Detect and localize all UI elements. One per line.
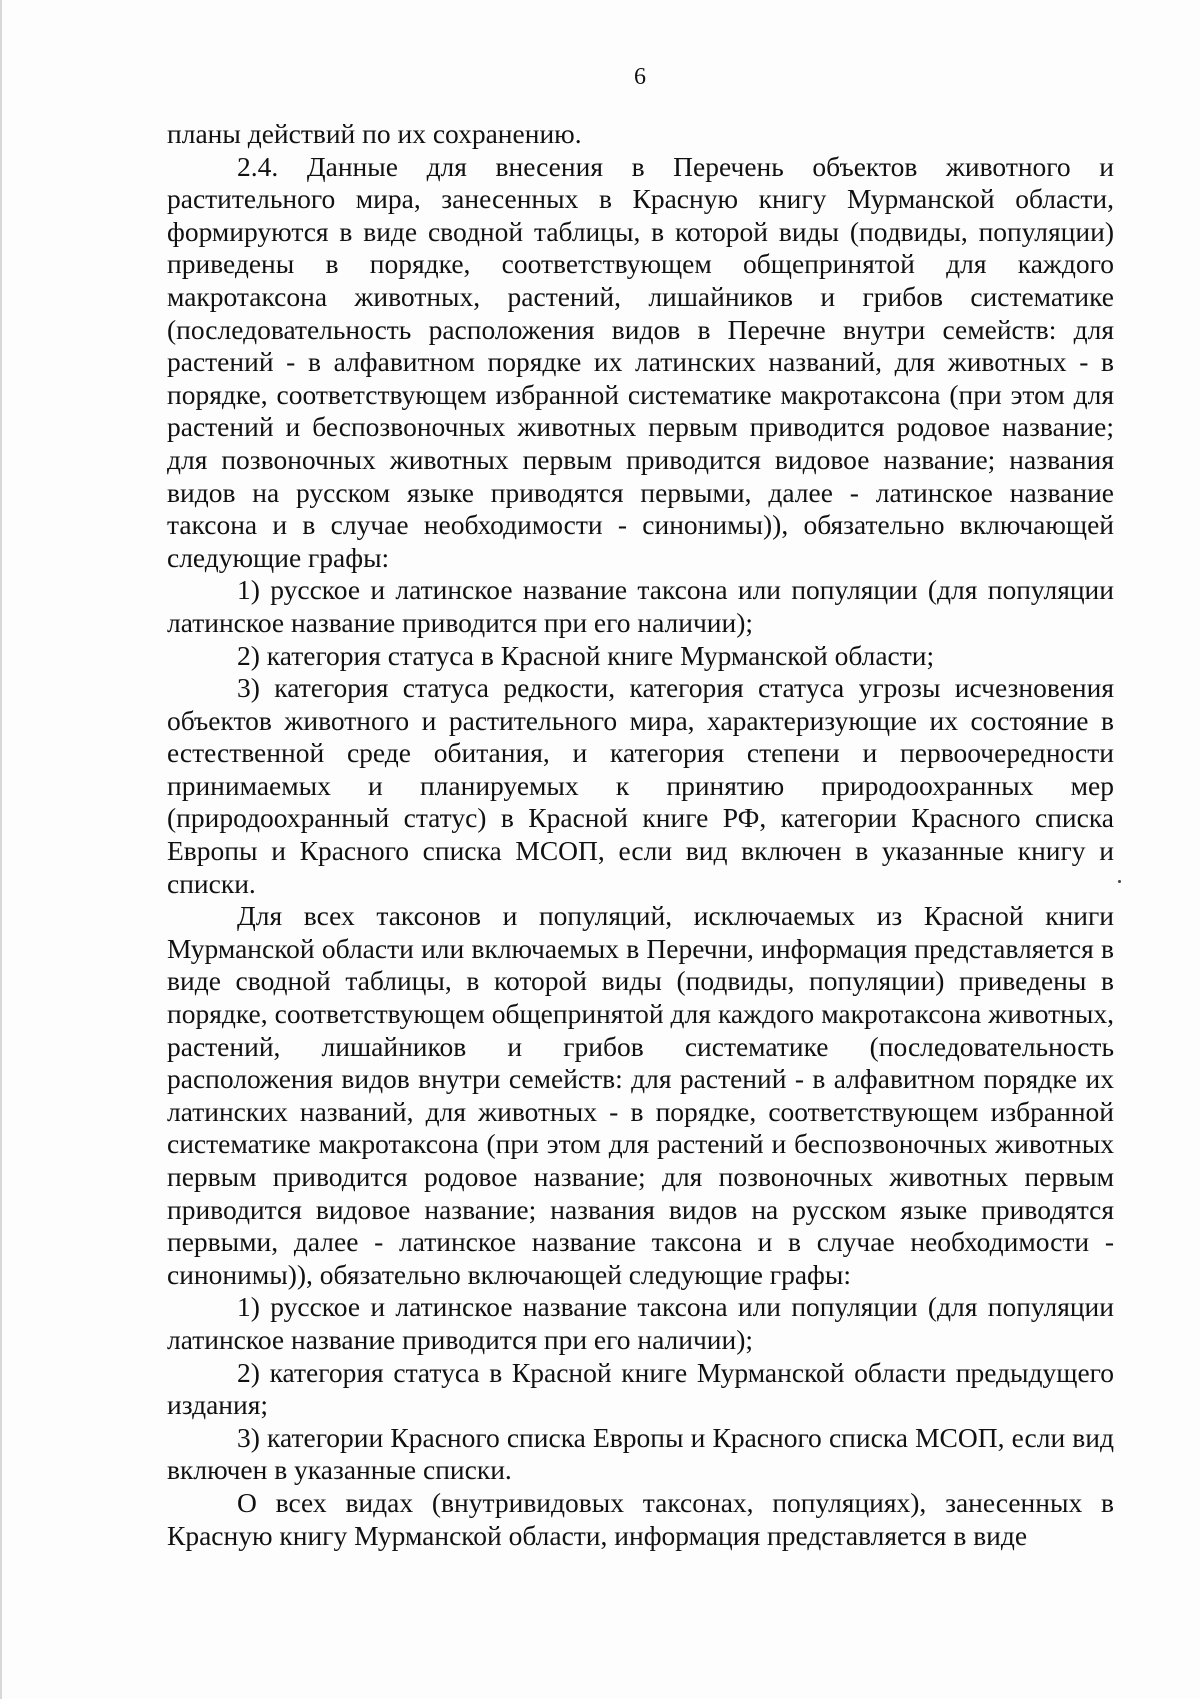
paragraph-3: Для всех таксонов и популяций, исключаемых из Красной книги Мурманской области или включаемых в Перечни, информация представляется в виде сводной таблицы, в которой виды (подвиды, популяции) приведены в порядке, соответствующем общепринятой для каждого макротаксона животных, растений, лишайников и грибов систематике (последовательность расположения видов внутри семейств: для растений - в алфавитном порядке их латинских названий, для животных - в порядке, соответствующем избранной систематике макротаксона (при этом для растений и беспозвоночных животных первым приводится родовое название; для позвоночных животных первым приводится видовое название; названия видов на русском языке приводятся первыми, далее - латинское название таксона и в случае необходимости - синонимы)), обязательно включающей следующие графы: — [167, 900, 1114, 1290]
list-item-1: 1) русское и латинское название таксона или популяции (для популяции латинское название приводится при его наличии); — [167, 574, 1114, 638]
list-item-4: 1) русское и латинское название таксона или популяции (для популяции латинское название приводится при его наличии); — [167, 1291, 1114, 1355]
paragraph-1: планы действий по их сохранению. — [167, 118, 582, 149]
list-item-2: 2) категория статуса в Красной книге Мурманской области; — [237, 639, 935, 671]
paragraph-4: О всех видах (внутривидовых таксонах, популяциях), занесенных в Красную книгу Мурманской области, информация представляется в виде — [167, 1486, 1114, 1551]
paragraph-2: 2.4. Данные для внесения в Перечень объектов животного и растительного мира, занесенных в Красную книгу Мурманской области, формируются в виде сводной таблицы, в которой виды (подвиды, популяции) приведены в порядке, соответствующем общепринятой для каждого макротаксона животных, растений, лишайников и грибов систематике (последовательность расположения видов в Перечне внутри семейств: для растений - в алфавитном порядке их латинских названий, для животных - в порядке, соответствующем избранной систематике макротаксона (при этом для растений и беспозвоночных животных первым приводится родовое название; для позвоночных животных первым приводится видовое название; названия видов на русском языке приводятся первыми, далее - латинское название таксона и в случае необходимости - синонимы)), обязательно включающей следующие графы: — [167, 150, 1114, 573]
scan-speck — [1118, 880, 1121, 883]
list-item-5: 2) категория статуса в Красной книге Мурманской области предыдущего издания; — [167, 1356, 1114, 1421]
page-number: 6 — [634, 64, 646, 90]
list-item-6: 3) категории Красного списка Европы и Красного списка МСОП, если вид включен в указанные списки. — [167, 1421, 1114, 1486]
list-item-3: 3) категория статуса редкости, категория статуса угрозы исчезновения объектов животного и растительного мира, характеризующие их состояние в естественной среде обитания, и категория степени и первоочередности принимаемых и планируемых к принятию природоохранных мер (природоохранный статус) в Красной книге РФ, категории Красного списка Европы и Красного списка МСОП, если вид включен в указанные книгу и списки. — [167, 672, 1114, 899]
scan-edge — [0, 0, 2, 1699]
document-body — [167, 118, 1114, 1552]
